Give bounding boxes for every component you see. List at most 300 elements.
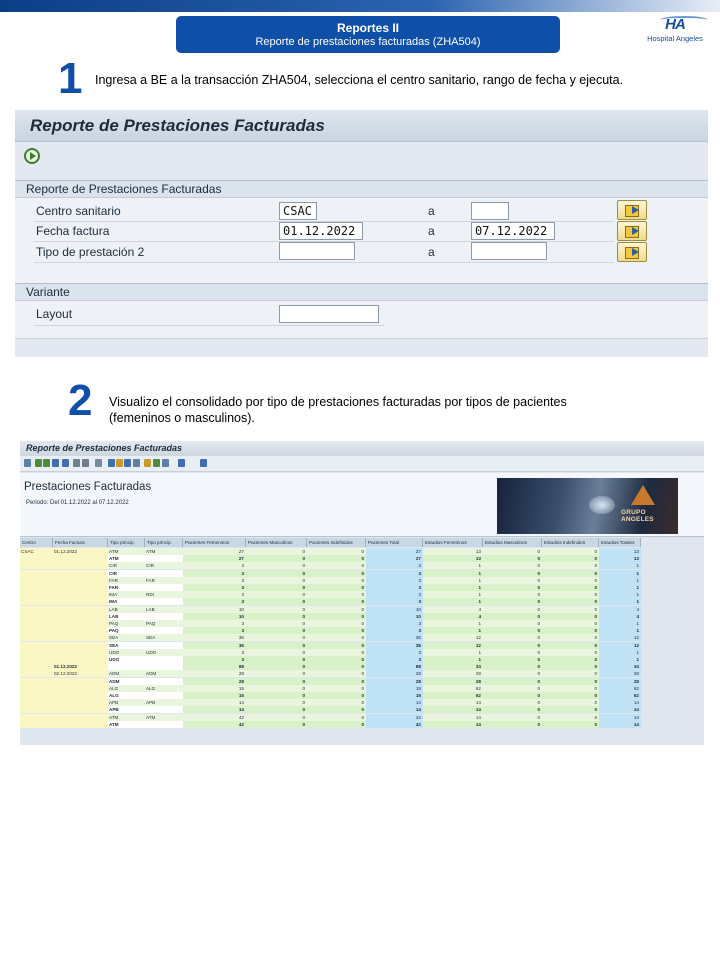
table-cell [20, 598, 53, 605]
table-cell: 0 [483, 721, 542, 728]
table-cell: 13 [423, 548, 483, 555]
table-cell [108, 663, 145, 670]
table-cell: 0 [483, 562, 542, 569]
table-cell: 0 [307, 721, 366, 728]
table-cell [20, 613, 53, 620]
table-cell: 15 [366, 685, 423, 692]
table-cell: 28 [366, 670, 423, 677]
table-cell: 14 [599, 721, 641, 728]
table-cell [20, 721, 53, 728]
table-cell: 1 [599, 591, 641, 598]
page-subtitle: Reporte de prestaciones facturadas (ZHA504) [255, 36, 481, 48]
table-cell: 0 [483, 634, 542, 641]
table-cell: 0 [542, 642, 599, 649]
filter-icon[interactable] [52, 459, 59, 467]
table-cell [145, 663, 183, 670]
table-cell: 0 [542, 692, 599, 699]
selection-group-report [15, 180, 708, 284]
table-cell: 0 [246, 562, 307, 569]
table-cell: 3 [366, 577, 423, 584]
table-cell: 0 [307, 620, 366, 627]
table-cell: 0 [542, 699, 599, 706]
surgical-light-icon [589, 496, 615, 514]
table-cell: 10 [366, 613, 423, 620]
table-cell: 14 [366, 699, 423, 706]
table-cell: 0 [246, 685, 307, 692]
table-cell [20, 620, 53, 627]
table-cell [145, 598, 183, 605]
table-cell: 0 [246, 620, 307, 627]
table-cell [145, 555, 183, 562]
table-cell: 0 [246, 678, 307, 685]
table-cell: UDO [108, 649, 145, 656]
table-cell: 0 [307, 591, 366, 598]
table-cell: 3 [366, 656, 423, 663]
table-cell [53, 627, 108, 634]
column-header[interactable]: Pacientes Total [366, 538, 423, 547]
table-cell: 0 [307, 656, 366, 663]
column-header[interactable]: Fecha Factura [53, 538, 108, 547]
table-cell: 3 [183, 591, 246, 598]
table-cell: 0 [307, 714, 366, 721]
table-cell: 0 [246, 606, 307, 613]
table-cell: 0 [483, 548, 542, 555]
table-cell [20, 670, 53, 677]
table-cell: 3 [183, 562, 246, 569]
table-cell: 0 [483, 598, 542, 605]
table-cell: 3 [183, 656, 246, 663]
table-cell: 02.12.2022 [53, 670, 108, 677]
table-cell: 36 [366, 634, 423, 641]
table-cell: SEA [145, 634, 183, 641]
table-cell: SEA [108, 642, 145, 649]
table-cell: 0 [542, 656, 599, 663]
table-cell [53, 721, 108, 728]
table-cell: FAR [108, 584, 145, 591]
table-cell: 14 [183, 706, 246, 713]
table-cell: 42 [366, 714, 423, 721]
table-cell: 0 [542, 570, 599, 577]
table-cell: 4 [599, 613, 641, 620]
table-cell: 1 [599, 656, 641, 663]
table-cell: APB [108, 706, 145, 713]
mail-icon[interactable] [124, 459, 131, 467]
table-cell: ATM [108, 555, 145, 562]
layout-input[interactable] [279, 305, 379, 323]
table-cell: 0 [246, 634, 307, 641]
table-cell: 13 [423, 555, 483, 562]
table-cell: 14 [423, 714, 483, 721]
table-cell: 3 [183, 570, 246, 577]
table-cell [145, 627, 183, 634]
table-cell: 0 [246, 577, 307, 584]
table-cell [20, 706, 53, 713]
table-cell: 12 [599, 642, 641, 649]
table-cell: ATM [145, 714, 183, 721]
column-header[interactable]: Tipo princip. [108, 538, 145, 547]
table-cell [20, 642, 53, 649]
table-cell: 3 [183, 627, 246, 634]
table-cell: 0 [246, 570, 307, 577]
hospital-logo [640, 16, 710, 50]
table-cell: 0 [542, 613, 599, 620]
table-cell: 0 [483, 699, 542, 706]
table-cell: 1 [599, 627, 641, 634]
table-cell: 27 [183, 555, 246, 562]
table-cell: IMA [108, 591, 145, 598]
table-cell: 3 [183, 584, 246, 591]
table-cell: 36 [183, 634, 246, 641]
table-cell: IMA [108, 598, 145, 605]
layout-change-icon[interactable] [144, 459, 151, 467]
table-cell: 3 [183, 620, 246, 627]
table-cell: 0 [307, 670, 366, 677]
step-2-text-line1: Visualizo el consolidado por tipo de prestaciones facturadas por tipos de pacientes [109, 395, 567, 409]
details-icon[interactable] [24, 459, 31, 467]
subtotal-icon[interactable] [82, 459, 89, 467]
selection-screen-title-bar [15, 110, 708, 142]
sap-report-screen [20, 441, 704, 745]
execute-icon[interactable] [24, 148, 40, 164]
table-cell: 0 [542, 670, 599, 677]
table-cell [53, 649, 108, 656]
table-cell: 0 [542, 678, 599, 685]
step-1-text: Ingresa a BE a la transacción ZHA504, selecciona el centro sanitario, rango de fecha y ejecuta. [95, 73, 624, 87]
column-header[interactable]: Estudios Masculinos [483, 538, 542, 547]
table-cell: 28 [366, 678, 423, 685]
column-header[interactable]: Estudios Totales [599, 538, 641, 547]
label-a-centro: a [428, 204, 435, 218]
table-cell: 88 [366, 663, 423, 670]
table-cell: 3 [366, 584, 423, 591]
table-cell: 0 [483, 591, 542, 598]
column-header[interactable]: Centro [20, 538, 53, 547]
label-centro-sanitario: Centro sanitario [36, 204, 121, 218]
print-icon[interactable] [95, 459, 102, 467]
table-cell: 0 [483, 692, 542, 699]
table-cell: 3 [366, 627, 423, 634]
sort-descending-icon[interactable] [43, 459, 50, 467]
table-cell: 0 [307, 613, 366, 620]
table-cell: 0 [307, 634, 366, 641]
table-cell: 10 [183, 613, 246, 620]
table-cell: 0 [307, 663, 366, 670]
multiple-selection-centro-button[interactable] [617, 200, 647, 220]
table-cell [20, 656, 53, 663]
table-cell: 14 [599, 699, 641, 706]
table-cell [20, 591, 53, 598]
table-cell: 1 [599, 570, 641, 577]
table-cell: 3 [183, 649, 246, 656]
graphic-icon[interactable] [133, 459, 140, 467]
table-cell: 0 [307, 649, 366, 656]
table-cell: 12 [599, 634, 641, 641]
table-cell [53, 656, 108, 663]
table-cell: ALG [145, 685, 183, 692]
table-cell: 0 [307, 584, 366, 591]
table-cell: 0 [307, 692, 366, 699]
column-header[interactable]: Estudios Femeninos [423, 538, 483, 547]
table-cell: 0 [542, 584, 599, 591]
table-cell: 28 [183, 678, 246, 685]
sum-icon[interactable] [73, 459, 80, 467]
table-cell: APB [108, 699, 145, 706]
table-cell: 13 [599, 548, 641, 555]
table-cell [20, 714, 53, 721]
table-cell: 28 [423, 670, 483, 677]
table-cell: 0 [307, 577, 366, 584]
table-cell: 0 [542, 663, 599, 670]
table-cell: 0 [542, 649, 599, 656]
table-cell: 1 [423, 577, 483, 584]
table-cell: 1 [599, 620, 641, 627]
table-cell: 0 [246, 649, 307, 656]
report-title: Reporte de Prestaciones Facturadas [20, 441, 704, 456]
table-cell: 0 [307, 627, 366, 634]
table-cell: 0 [246, 642, 307, 649]
table-cell: 28 [599, 670, 641, 677]
table-cell: CIR [145, 562, 183, 569]
table-cell: 0 [542, 591, 599, 598]
table-cell: 14 [599, 714, 641, 721]
table-cell [53, 555, 108, 562]
table-cell: 0 [483, 555, 542, 562]
table-cell: 34 [423, 663, 483, 670]
table-cell: SEA [108, 634, 145, 641]
page-title: Reportes II [336, 21, 399, 35]
table-cell [20, 627, 53, 634]
centro-sanitario-from-input[interactable]: CSAC [279, 202, 317, 220]
table-cell: 1 [423, 591, 483, 598]
table-cell [53, 584, 108, 591]
table-cell: 34 [599, 663, 641, 670]
table-cell [53, 706, 108, 713]
table-cell: CIR [108, 562, 145, 569]
table-cell: 1 [423, 627, 483, 634]
table-cell: 0 [542, 555, 599, 562]
table-cell: 0 [542, 627, 599, 634]
table-cell [20, 678, 53, 685]
filter-delete-icon[interactable] [62, 459, 69, 467]
column-header[interactable]: Pacientes Indefinidos [307, 538, 366, 547]
multiple-selection-fecha-button[interactable] [617, 221, 647, 241]
table-cell: 14 [366, 706, 423, 713]
table-cell [53, 699, 108, 706]
table-cell: 1 [423, 598, 483, 605]
table-cell: 3 [366, 591, 423, 598]
table-cell: ATM [108, 721, 145, 728]
table-cell [53, 634, 108, 641]
table-cell: 88 [183, 663, 246, 670]
table-cell: 0 [307, 678, 366, 685]
group-title-report: Reporte de Prestaciones Facturadas [15, 181, 708, 198]
table-cell: 1 [423, 562, 483, 569]
table-cell: APB [145, 699, 183, 706]
selection-group-variante [15, 283, 708, 339]
sort-ascending-icon[interactable] [35, 459, 42, 467]
layout-save-icon[interactable] [162, 459, 169, 467]
table-cell: FAR [145, 577, 183, 584]
table-cell: 27 [183, 548, 246, 555]
column-header[interactable]: Pacientes Masculinos [246, 538, 307, 547]
table-cell: RDI [145, 591, 183, 598]
table-cell [20, 685, 53, 692]
step-2-text-line2: (femeninos o masculinos). [109, 411, 255, 425]
row-divider [34, 325, 384, 326]
table-cell: 0 [542, 721, 599, 728]
table-cell [20, 649, 53, 656]
table-cell [53, 562, 108, 569]
label-fecha-factura: Fecha factura [36, 224, 110, 238]
table-cell: 3 [183, 577, 246, 584]
table-cell: ADM [145, 670, 183, 677]
table-cell [145, 692, 183, 699]
table-cell: 27 [366, 555, 423, 562]
column-header[interactable]: Tipo princip. [145, 538, 183, 547]
table-cell: 3 [183, 598, 246, 605]
table-cell: 0 [246, 548, 307, 555]
table-cell: 0 [307, 706, 366, 713]
table-cell: 1 [423, 656, 483, 663]
tipo-prestacion-to-input[interactable] [471, 242, 547, 260]
table-cell: 0 [483, 627, 542, 634]
step-1-number: 1 [58, 54, 83, 103]
table-cell: 0 [307, 562, 366, 569]
row-divider [34, 262, 614, 263]
table-cell: 14 [423, 706, 483, 713]
table-cell: 36 [183, 642, 246, 649]
table-cell [53, 685, 108, 692]
logo-swoosh-icon [660, 16, 708, 24]
header-photo [497, 478, 678, 534]
table-cell: 0 [483, 642, 542, 649]
table-cell: 0 [307, 555, 366, 562]
column-header[interactable]: Estudios Indefinidos [542, 538, 599, 547]
table-cell: 4 [423, 613, 483, 620]
title-box [176, 16, 560, 53]
table-cell: 62 [423, 685, 483, 692]
table-cell: 0 [483, 656, 542, 663]
export-icon[interactable] [116, 459, 123, 467]
top-banner [0, 0, 720, 12]
table-cell: ADM [108, 678, 145, 685]
table-cell: 0 [246, 706, 307, 713]
table-cell: 0 [483, 620, 542, 627]
table-cell: 13 [599, 555, 641, 562]
table-cell [53, 692, 108, 699]
table-cell: 4 [599, 606, 641, 613]
table-cell: 0 [246, 584, 307, 591]
table-cell: 62 [423, 692, 483, 699]
info-icon[interactable] [178, 459, 185, 467]
table-cell: 3 [366, 562, 423, 569]
table-cell: 3 [366, 598, 423, 605]
table-cell: ALG [108, 685, 145, 692]
table-cell [53, 591, 108, 598]
centro-sanitario-to-input[interactable] [471, 202, 509, 220]
table-cell: 28 [183, 670, 246, 677]
table-cell: 0 [246, 699, 307, 706]
table-cell: 0 [307, 642, 366, 649]
table-cell [145, 642, 183, 649]
fecha-factura-to-input[interactable]: 07.12.2022 [471, 222, 555, 240]
table-cell: 0 [483, 584, 542, 591]
table-cell: PAQ [145, 620, 183, 627]
table-cell [20, 584, 53, 591]
table-cell: 01.12.2022 [53, 548, 108, 555]
table-cell: 0 [483, 706, 542, 713]
photo-brand: GRUPO ANGELES [621, 509, 654, 523]
table-cell [145, 656, 183, 663]
table-cell: 0 [246, 627, 307, 634]
table-cell: 0 [246, 692, 307, 699]
table-cell: 0 [246, 714, 307, 721]
label-tipo-prestacion: Tipo de prestación 2 [36, 245, 145, 259]
label-a-fecha: a [428, 224, 435, 238]
fecha-factura-from-input[interactable]: 01.12.2022 [279, 222, 363, 240]
table-cell: 0 [307, 699, 366, 706]
table-cell: 4 [423, 606, 483, 613]
table-cell: 0 [542, 685, 599, 692]
table-cell: 1 [599, 649, 641, 656]
report-header-title: Prestaciones Facturadas [24, 481, 152, 493]
table-cell: ATM [108, 714, 145, 721]
table-cell [53, 570, 108, 577]
table-cell: 27 [366, 548, 423, 555]
logo-mark: HA [665, 16, 685, 33]
table-cell: UDO [108, 656, 145, 663]
alv-toolbar [20, 456, 704, 472]
table-cell: 1 [423, 620, 483, 627]
table-cell: 0 [246, 656, 307, 663]
table-cell: 01.12.2022 [53, 663, 108, 670]
table-cell: PAQ [108, 620, 145, 627]
multiple-selection-tipo-button[interactable] [617, 242, 647, 262]
view-icon[interactable] [108, 459, 115, 467]
table-cell: 0 [483, 663, 542, 670]
table-cell: 0 [542, 714, 599, 721]
table-cell [145, 706, 183, 713]
table-cell: LAB [108, 613, 145, 620]
table-cell: 0 [246, 663, 307, 670]
table-cell: CSAC [20, 548, 53, 555]
grupo-angeles-logo-icon [631, 485, 655, 505]
table-cell: 12 [423, 634, 483, 641]
table-cell: 42 [183, 714, 246, 721]
label-a-tipo: a [428, 245, 435, 259]
layout-select-icon[interactable] [153, 459, 160, 467]
table-cell: 0 [483, 670, 542, 677]
logo-name: Hospital Angeles [647, 34, 703, 43]
table-cell: 0 [246, 721, 307, 728]
table-cell: 0 [246, 598, 307, 605]
table-cell: 0 [483, 577, 542, 584]
table-cell: 42 [366, 721, 423, 728]
table-cell [145, 678, 183, 685]
table-cell [53, 577, 108, 584]
table-cell: 0 [307, 598, 366, 605]
table-cell: 36 [366, 642, 423, 649]
table-cell [20, 699, 53, 706]
table-cell: 0 [542, 548, 599, 555]
column-header[interactable]: Pacientes Femeninos [183, 538, 246, 547]
help-icon[interactable] [200, 459, 207, 467]
table-cell [20, 570, 53, 577]
tipo-prestacion-from-input[interactable] [279, 242, 355, 260]
table-cell: 0 [542, 598, 599, 605]
table-cell: 42 [183, 721, 246, 728]
table-cell: 0 [483, 570, 542, 577]
